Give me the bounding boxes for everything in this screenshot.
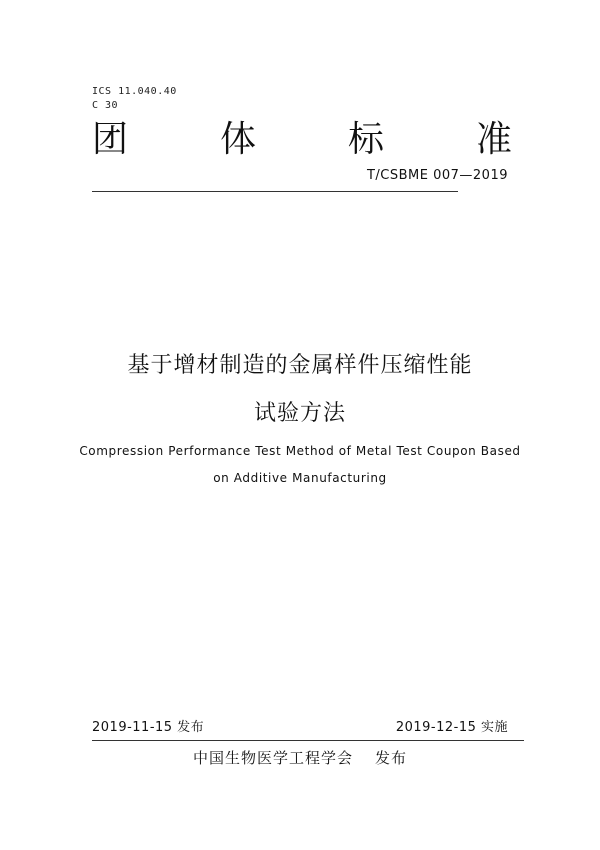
publish-date: 2019-11-15 发布 [92,720,205,735]
title-char: 团 [92,118,129,160]
standard-number: T/CSBME 007—2019 [366,168,508,183]
implement-date: 2019-12-15 实施 [395,720,508,735]
document-title-en-line2: on Additive Manufacturing [213,471,387,485]
document-title-cn-line2: 试验方法 [253,401,346,426]
header-divider [92,191,458,192]
footer-divider [92,740,524,741]
title-char: 准 [475,118,512,160]
ics-code: ICS 11.040.40 [92,86,177,97]
standard-type-title [92,112,512,160]
document-title-cn-line1: 基于增材制造的金属样件压缩性能 [127,353,473,378]
publisher-name: 中国生物医学工程学会 [192,749,353,767]
ccs-code: C 30 [92,100,119,111]
document-title-en-line1: Compression Performance Test Method of Metal Test Coupon Based [79,444,521,458]
title-char: 体 [219,118,256,160]
title-char: 标 [347,118,384,160]
publisher-issued-label: 发布 [375,749,408,767]
publisher-line [0,747,600,768]
